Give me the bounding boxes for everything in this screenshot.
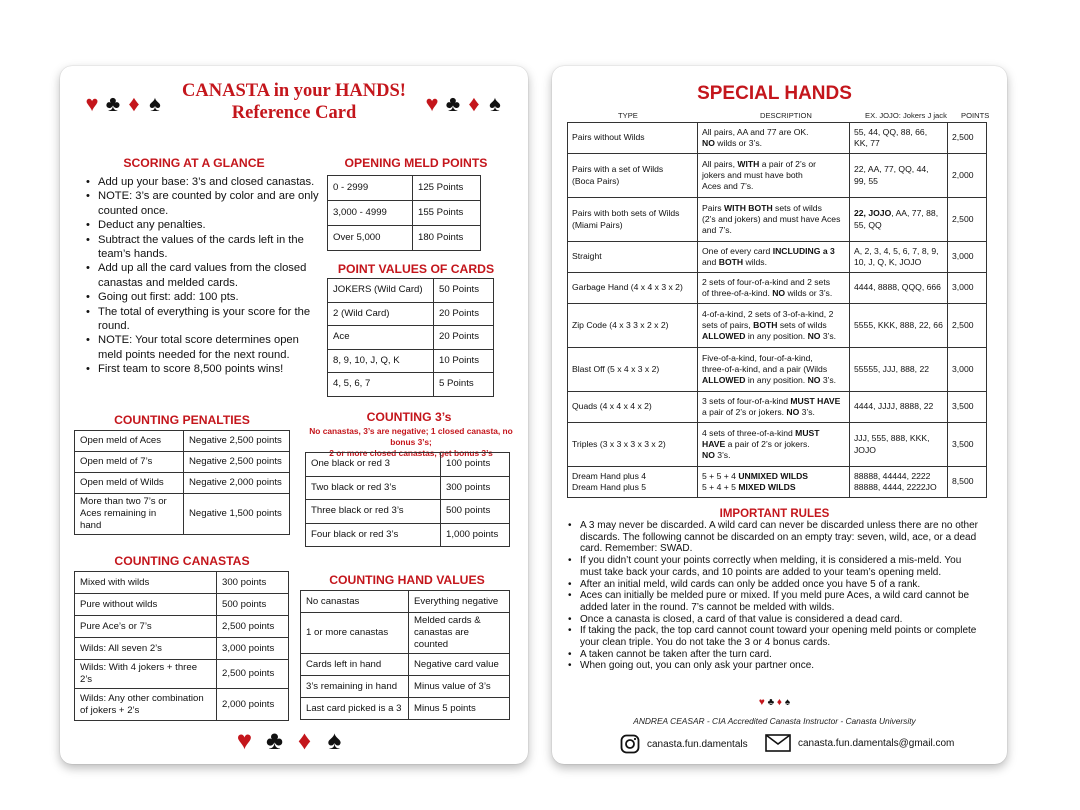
row-label: More than two 7’s or Aces remaining in hand [75,494,184,535]
hand-values-title: COUNTING HAND VALUES [329,573,485,587]
hand-example-line: 55555, JJJ, 888, 22 [854,363,930,374]
table-row [75,473,290,494]
hand-example-line: JJJ, 555, 888, KKK, JOJO [854,433,930,455]
list-item: • Aces can initially be melded pure or mixed. If you meld pure Aces, a wild card cannot be added later in the round. 7’s cannot be melded with wilds. [568,590,978,613]
card-title [170,80,418,124]
list-item: • Add up all the card values from the closed canastas and melded cards. [86,261,320,290]
table-row [328,373,494,397]
point-values-title: POINT VALUES OF CARDS [337,262,495,276]
hand-example [850,198,948,242]
table-row [328,349,494,373]
special-hands-title: SPECIAL HANDS [697,83,852,104]
list-item: • When going out, you can only ask your partner once. [568,660,978,672]
hand-example-line: 22, JOJO, AA, 77, 88, [854,208,939,219]
instagram-icon [620,734,640,754]
row-label: Three black or red 3’s [306,500,441,524]
emphasis-text: MUST [795,427,820,438]
special-hands-table [567,122,987,498]
email-icon [765,734,791,752]
hand-description [698,348,850,392]
hand-example-line: 4444, JJJJ, 8888, 22 [854,401,934,412]
row-label: Pure Ace’s or 7’s [75,616,217,638]
row-label: Open meld of 7’s [75,452,184,473]
diamond-icon: ♦ [776,697,783,708]
hand-type-line: Straight [572,251,602,262]
hand-type-line: (Boca Pairs) [572,175,620,186]
hand-example [850,348,948,392]
hand-description-line: Aces and 7’s. [702,181,754,192]
hand-type-line: Quads (4 x 4 x 4 x 2) [572,401,652,412]
rules-title: IMPORTANT RULES [719,508,830,520]
row-label: 2 (Wild Card) [328,302,434,326]
table-row [568,154,987,198]
heart-icon: ♥ [236,725,254,755]
column-header-description: DESCRIPTION [760,111,812,120]
hand-description-line: sets of pairs, BOTH sets of wilds [702,319,827,330]
list-item: • After an initial meld, wild cards can only be added once you have 5 of a rank. [568,579,978,591]
hand-description-line: NO 3’s. [702,450,731,461]
table-row [75,638,289,660]
emphasis-text: UNMIXED WILDS [738,470,809,481]
canastas-table [74,571,289,721]
row-value: 180 Points [413,226,481,251]
email-address: canasta.fun.damentals@gmail.com [798,737,955,749]
hand-description [698,392,850,423]
hand-example [850,123,948,154]
hand-description [698,123,850,154]
row-value: 2,500 points [217,616,289,638]
hand-description-line: and 7’s. [702,225,732,236]
hand-description-line: 2 sets of four-of-a-kind and 2 sets [702,276,831,287]
table-row [568,467,987,498]
emphasis-text: WITH BOTH [723,202,773,213]
row-value: 20 Points [434,302,494,326]
suit-icons-bottom [230,727,350,753]
card-title-line2: Reference Card [231,103,357,123]
hand-description [698,304,850,348]
hand-description-line: ALLOWED in any position. NO 3’s. [702,331,837,342]
row-label: Over 5,000 [328,226,413,251]
row-label: 3,000 - 4999 [328,201,413,226]
hand-type-line: Garbage Hand (4 x 4 x 3 x 2) [572,282,683,293]
hand-description-line: three-of-a-kind, and a pair (Wilds [702,363,828,374]
point-values-table [327,278,494,397]
threes-title: COUNTING 3’s [366,410,452,424]
hand-points: 3,500 [948,392,987,423]
table-row [301,613,510,654]
hand-type-line: Dream Hand plus 4 [572,470,647,481]
row-label: 3’s remaining in hand [301,676,409,698]
hand-description-line: 5 + 4 + 5 MIXED WILDS [702,482,796,492]
threes-table [305,452,510,547]
hand-example [850,273,948,304]
suit-icons-right [422,93,506,115]
instagram-contact[interactable] [620,734,748,754]
hand-type-line: Pairs without Wilds [572,132,645,143]
list-item: • A 3 may never be discarded. A wild card can never be discarded unless there are no other discards. The following cannot be discarded on an empty tray: seven, wild, ace, or a dead card. Remember: SWAD. [568,520,978,555]
penalties-table [74,430,290,535]
row-label: Wilds: All seven 2’s [75,638,217,660]
hand-type-line: Triples (3 x 3 x 3 x 3 x 2) [572,438,666,449]
hand-example-line: 99, 55 [854,175,878,186]
hand-points: 3,000 [948,242,987,273]
emphasis-text: BOTH [753,319,778,330]
hand-description-line: Five-of-a-kind, four-of-a-kind, [702,352,813,363]
hand-example-line: 4444, 8888, QQQ, 666 [854,282,941,293]
author-credit: ANDREA CEASAR - CIA Accredited Canasta Instructor - Canasta University [633,716,916,726]
table-row [568,423,987,467]
row-value: 20 Points [434,326,494,350]
heart-icon: ♥ [85,91,100,116]
emphasis-text: MIXED WILDS [738,482,796,492]
row-value: 155 Points [413,201,481,226]
hand-description-line: of three-of-a-kind. NO wilds or 3’s. [702,288,833,298]
hand-example [850,467,948,498]
hand-description-line: All pairs, WITH a pair of 2’s or [702,158,816,169]
hand-example [850,242,948,273]
email-contact[interactable] [765,734,954,752]
row-value: Minus value of 3’s [409,676,510,698]
hand-description-line: 5 + 5 + 4 UNMIXED WILDS [702,470,809,481]
hand-type-line: Pairs with a set of Wilds [572,164,664,175]
row-value: 50 Points [434,279,494,303]
hand-description [698,273,850,304]
spade-icon: ♠ [489,91,502,116]
table-row [328,302,494,326]
hand-description-line: and BOTH wilds. [702,257,767,267]
hand-description [698,423,850,467]
hand-description-line: 4-of-a-kind, 2 sets of 3-of-a-kind, 2 [702,308,834,319]
hand-type-line: (Miami Pairs) [572,219,623,230]
list-item: • Deduct any penalties. [86,218,320,232]
row-label: Ace [328,326,434,350]
threes-note-line1: No canastas, 3’s are negative; 1 closed canasta, no bonus 3’s; [309,426,513,447]
emphasis-text: 22, JOJO [854,208,892,219]
table-row [568,304,987,348]
hand-description-line: HAVE a pair of 2’s or jokers. [702,438,810,449]
table-row [568,348,987,392]
table-row [568,123,987,154]
table-row [75,572,289,594]
row-label: No canastas [301,591,409,613]
club-icon: ♣ [265,725,285,755]
table-row [75,431,290,452]
hand-description-line: 4 sets of three-of-a-kind MUST [702,427,820,438]
row-value: 125 Points [413,176,481,201]
table-row [328,201,481,226]
row-label: Cards left in hand [301,654,409,676]
heart-icon: ♥ [425,91,440,116]
row-value: Minus 5 points [409,698,510,720]
spade-icon: ♠ [784,697,791,708]
row-label: 0 - 2999 [328,176,413,201]
table-row [328,226,481,251]
rules-list [568,520,978,672]
hand-description-line: All pairs, AA and 77 are OK. [702,126,809,137]
row-label: Open meld of Wilds [75,473,184,494]
hand-points: 3,500 [948,423,987,467]
hand-points: 2,500 [948,123,987,154]
row-value: Negative 2,000 points [184,473,290,494]
hand-example-line: 22, AA, 77, QQ, 44, [854,164,929,175]
emphasis-text: NO [702,138,715,148]
column-header-example: EX. JOJO: Jokers J jack [865,111,947,120]
hand-type-line: Pairs with both sets of Wilds [572,208,680,219]
hand-description-line: One of every card INCLUDING a 3 [702,245,835,256]
hand-description [698,242,850,273]
table-row [75,689,289,721]
emphasis-text: ALLOWED [702,375,746,386]
hand-example [850,154,948,198]
table-row [568,198,987,242]
row-value: 100 points [441,453,510,477]
mini-suit-icons [552,697,997,708]
row-value: Negative 2,500 points [184,431,290,452]
table-row [306,500,510,524]
hand-example-line: 55, QQ [854,219,882,230]
row-value: 3,000 points [217,638,289,660]
hand-type [568,392,698,423]
table-row [328,176,481,201]
emphasis-text: NO [786,407,800,417]
hand-type [568,198,698,242]
row-value: 500 points [217,594,289,616]
row-label: Four black or red 3’s [306,523,441,547]
club-icon: ♣ [445,91,462,116]
canastas-title: COUNTING CANASTAS [114,554,250,568]
column-header-points: POINTS [961,111,990,120]
hand-description-line: jokers and must have both [702,169,803,180]
hand-type-line: Blast Off (5 x 4 x 3 x 2) [572,363,660,374]
emphasis-text: BOTH [718,257,744,267]
row-label: Last card picked is a 3 [301,698,409,720]
table-row [328,279,494,303]
table-row [306,453,510,477]
emphasis-text: NO [772,288,786,298]
table-row [306,523,510,547]
row-value: 2,500 points [217,660,289,689]
hand-type [568,348,698,392]
row-value: 2,000 points [217,689,289,721]
row-label: 4, 5, 6, 7 [328,373,434,397]
row-label: Wilds: With 4 jokers + three 2’s [75,660,217,689]
opening-meld-title: OPENING MELD POINTS [344,156,488,170]
hand-description [698,198,850,242]
hand-example [850,392,948,423]
row-label: Wilds: Any other combination of jokers + 2’s [75,689,217,721]
club-icon: ♣ [767,697,775,708]
list-item: • Subtract the values of the cards left in the team’s hands. [86,233,320,262]
spade-icon: ♠ [327,725,343,755]
row-value: 300 points [441,476,510,500]
list-item: • NOTE: 3’s are counted by color and are only counted once. [86,189,320,218]
table-row [301,698,510,720]
table-row [301,591,510,613]
scoring-list [86,175,320,377]
emphasis-text: NO [807,331,821,342]
hand-description-line: ALLOWED in any position. NO 3’s. [702,375,837,386]
row-label: Pure without wilds [75,594,217,616]
emphasis-text: NO [702,450,715,461]
table-row [568,273,987,304]
emphasis-text: WITH [737,158,760,169]
hand-type [568,242,698,273]
diamond-icon: ♦ [128,91,141,116]
opening-meld-table [327,175,481,251]
hand-values-table [300,590,510,720]
club-icon: ♣ [105,91,122,116]
hand-example-line: KK, 77 [854,138,880,148]
reference-card-right [552,66,1007,764]
row-value: 10 Points [434,349,494,373]
list-item: • Going out first: add: 100 pts. [86,290,320,304]
hand-type [568,304,698,348]
reference-card-left [60,66,528,764]
table-row [301,654,510,676]
emphasis-text: ALLOWED [702,331,746,342]
hand-example-line: A, 2, 3, 4, 5, 6, 7, 8, 9, [854,245,939,256]
emphasis-text: INCLUDING a 3 [772,245,835,256]
row-value: 300 points [217,572,289,594]
row-label: One black or red 3 [306,453,441,477]
list-item: • If you didn’t count your points correctly when melding, it is considered a mis-meld. You must take back your cards, and 10 points are added to your team’s opening meld. [568,555,978,578]
hand-points: 2,500 [948,304,987,348]
row-label: Mixed with wilds [75,572,217,594]
table-row [306,476,510,500]
row-label: 8, 9, 10, J, Q, K [328,349,434,373]
row-value: Negative 2,500 points [184,452,290,473]
list-item: • If taking the pack, the top card cannot count toward your opening meld points or complete your clean triple. You do not take the 3 or 4 bonus cards. [568,625,978,648]
table-row [75,452,290,473]
table-row [75,660,289,689]
column-header-type: TYPE [618,111,638,120]
table-row [568,392,987,423]
row-value: 500 points [441,500,510,524]
hand-points: 2,500 [948,198,987,242]
hand-type-line: Dream Hand plus 5 [572,482,647,492]
diamond-icon: ♦ [468,91,481,116]
list-item: • First team to score 8,500 points wins! [86,362,320,376]
row-label: JOKERS (Wild Card) [328,279,434,303]
hand-points: 8,500 [948,467,987,498]
row-value: Negative 1,500 points [184,494,290,535]
row-label: Two black or red 3’s [306,476,441,500]
list-item: • Add up your base: 3’s and closed canastas. [86,175,320,189]
hand-type [568,273,698,304]
hand-example-line: 88888, 4444, 2222JO [854,482,937,492]
suit-icons-left [82,93,166,115]
row-label: 1 or more canastas [301,613,409,654]
table-row [301,676,510,698]
emphasis-text: NO [807,375,821,386]
hand-description-line: Pairs WITH BOTH sets of wilds [702,202,822,213]
instagram-handle: canasta.fun.damentals [647,738,748,750]
card-title-line1: CANASTA in your HANDS! [182,81,406,101]
hand-type [568,467,698,498]
hand-type-line: Zip Code (4 x 3 3 x 2 x 2) [572,319,669,330]
hand-points: 3,000 [948,273,987,304]
heart-icon: ♥ [758,697,765,708]
hand-description [698,467,850,498]
row-value: 5 Points [434,373,494,397]
list-item: • A taken cannot be taken after the turn card. [568,649,978,661]
hand-description [698,154,850,198]
table-row [75,594,289,616]
hand-example [850,423,948,467]
table-row [75,616,289,638]
hand-example [850,304,948,348]
list-item: • NOTE: Your total score determines open meld points needed for the next round. [86,333,320,362]
row-label: Open meld of Aces [75,431,184,452]
scoring-title: SCORING AT A GLANCE [123,156,265,170]
list-item: • The total of everything is your score for the round. [86,305,320,334]
table-row [75,494,290,535]
row-value: Everything negative [409,591,510,613]
table-row [568,242,987,273]
hand-example-line: 88888, 44444, 2222 [854,470,931,481]
threes-note-line2: 2 or more closed canastas, get bonus 3’s [329,448,493,458]
diamond-icon: ♦ [297,725,313,755]
spade-icon: ♠ [149,91,162,116]
hand-points: 3,000 [948,348,987,392]
hand-example-line: 5555, KKK, 888, 22, 66 [854,319,943,330]
row-value: 1,000 points [441,523,510,547]
row-value: Melded cards & canastas are counted [409,613,510,654]
row-value: Negative card value [409,654,510,676]
emphasis-text: MUST HAVE [790,395,841,406]
list-item: • Once a canasta is closed, a card of that value is considered a dead card. [568,614,978,626]
table-row [328,326,494,350]
hand-example-line: 10, J, Q, K, JOJO [854,257,922,267]
hand-points: 2,000 [948,154,987,198]
emphasis-text: HAVE [702,438,726,449]
hand-description-line: (2’s and jokers) and must have Aces [702,213,841,224]
hand-example-line: 55, 44, QQ, 88, 66, [854,126,928,137]
hand-description-line: NO wilds or 3’s. [702,138,763,148]
hand-type [568,423,698,467]
hand-description-line: a pair of 2’s or jokers. NO 3’s. [702,407,815,417]
hand-description-line: 3 sets of four-of-a-kind MUST HAVE [702,395,841,406]
hand-type [568,154,698,198]
penalties-title: COUNTING PENALTIES [114,413,250,427]
hand-type [568,123,698,154]
